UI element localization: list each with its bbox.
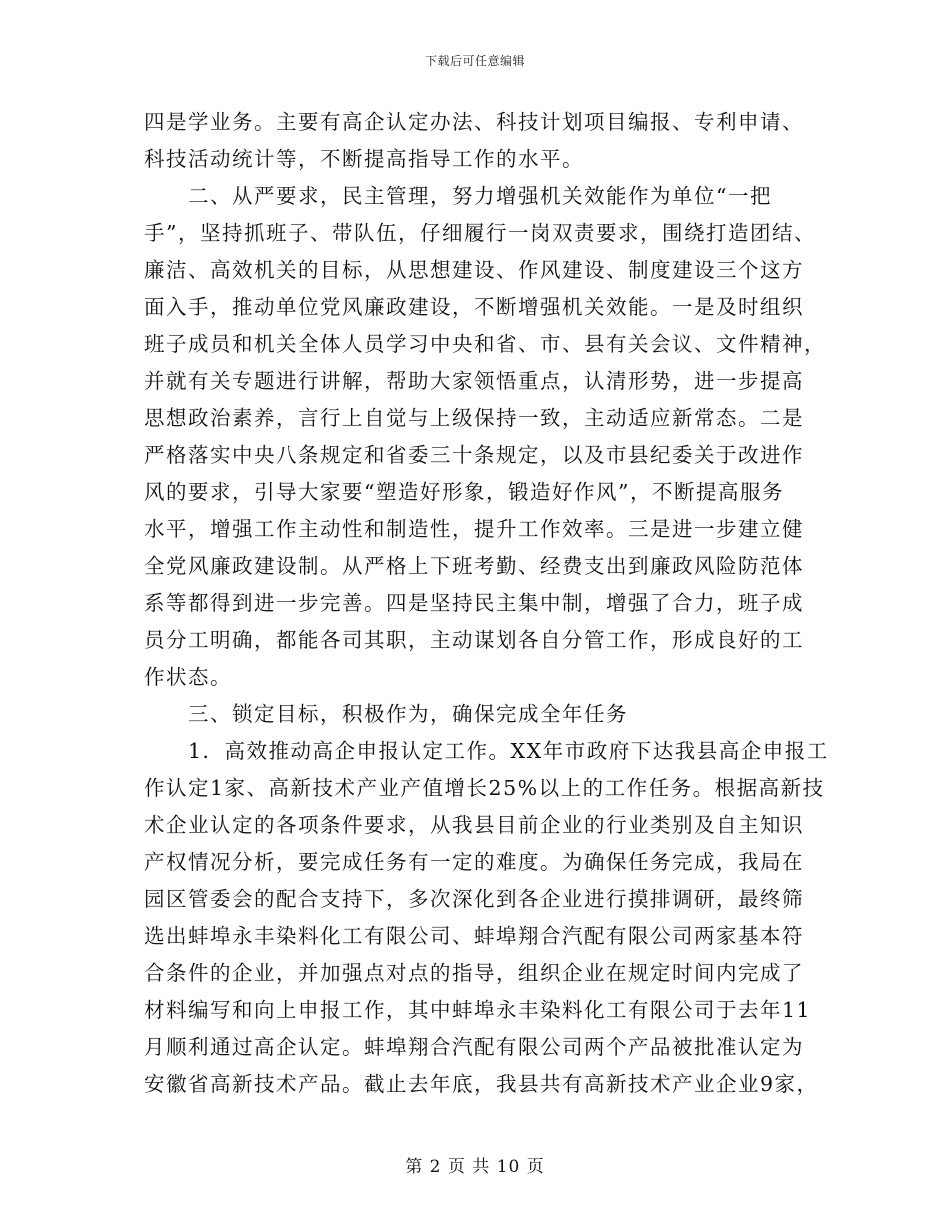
text-line: 二、从严要求，民主管理，努力增强机关效能作为单位“一把 [144,184,772,208]
text-line: 1．高效推动高企申报认定工作。XX年市政府下达我县高企申报工 [144,739,829,763]
text-line: 风的要求，引导大家要“塑造好形象，锻造好作风”，不断提高服务 [144,480,784,504]
text-line: 月顺利通过高企认定。蚌埠翔合汽配有限公司两个产品被批准认定为 [144,1035,804,1059]
text-line: 园区管委会的配合支持下，多次深化到各企业进行摸排调研，最终筛 [144,887,804,911]
text-line: 科技活动统计等，不断提高指导工作的水平。 [144,147,584,171]
text-line: 水平，增强工作主动性和制造性，提升工作效率。三是进一步建立健 [144,517,804,541]
text-line: 作状态。 [144,665,232,689]
section-heading: 三、锁定目标，积极作为，确保完成全年任务 [144,702,628,726]
text-line: 术企业认定的各项条件要求，从我县目前企业的行业类别及自主知识 [144,813,804,837]
text-line: 选出蚌埠永丰染料化工有限公司、蚌埠翔合汽配有限公司两家基本符 [144,924,804,948]
document-body [144,104,829,1103]
text-line: 四是学业务。主要有高企认定办法、科技计划项目编报、专利申请、 [144,110,804,134]
text-line: 全党风廉政建设制。从严格上下班考勤、经费支出到廉政风险防范体 [144,554,804,578]
text-line: 班子成员和机关全体人员学习中央和省、市、县有关会议、文件精神， [144,332,826,356]
text-line: 面入手，推动单位党风廉政建设，不断增强机关效能。一是及时组织 [144,295,804,319]
text-line: 员分工明确，都能各司其职，主动谋划各自分管工作，形成良好的工 [144,628,804,652]
text-line: 思想政治素养，言行上自觉与上级保持一致，主动适应新常态。二是 [144,406,804,430]
text-line: 并就有关专题进行讲解，帮助大家领悟重点，认清形势，进一步提高 [144,369,804,393]
page-header: 下载后可任意编辑 [424,54,525,68]
text-line: 产权情况分析，要完成任务有一定的难度。为确保任务完成，我局在 [144,850,804,874]
text-line: 材料编写和向上申报工作，其中蚌埠永丰染料化工有限公司于去年11 [144,998,812,1022]
text-line: 廉洁、高效机关的目标，从思想建设、作风建设、制度建设三个这方 [144,258,804,282]
text-line: 系等都得到进一步完善。四是坚持民主集中制，增强了合力，班子成 [144,591,804,615]
text-line: 合条件的企业，并加强点对点的指导，组织企业在规定时间内完成了 [144,961,804,985]
text-line: 作认定1家、高新技术产业产值增长25%以上的工作任务。根据高新技 [144,776,825,800]
text-line: 安徽省高新技术产品。截止去年底，我县共有高新技术产业企业9家， [144,1072,819,1096]
text-line: 严格落实中央八条规定和省委三十条规定，以及市县纪委关于改进作 [144,443,804,467]
text-line: 手”，坚持抓班子、带队伍，仔细履行一岗双责要求，围绕打造团结、 [144,221,816,245]
page-number: 第 2 页 共 10 页 [405,1157,545,1177]
